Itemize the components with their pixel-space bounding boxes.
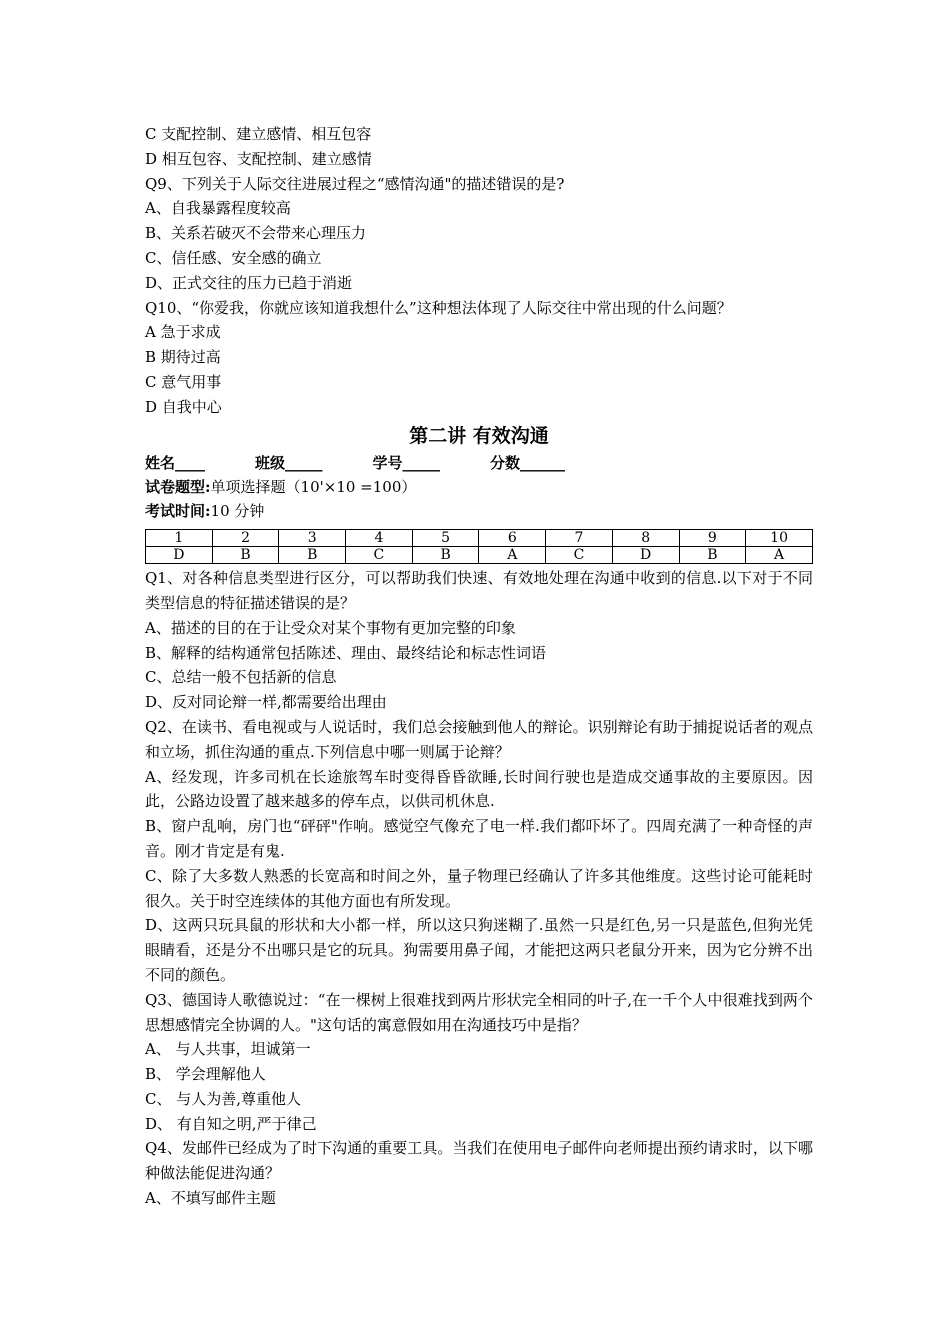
exam-type-line [145, 475, 813, 500]
question-number-cell: 1 [146, 530, 213, 547]
answer-cell: D [146, 547, 213, 564]
exam-time-line [145, 499, 813, 524]
exam-time-value: 10 分钟 [210, 502, 265, 521]
question-number-cell: 6 [479, 530, 546, 547]
answer-table-answer-row [146, 547, 813, 564]
id-field: 学号_____ [372, 453, 441, 472]
answer-cell: A [479, 547, 546, 564]
answer-cell: C [346, 547, 413, 564]
option-line: C、信任感、安全感的确立 [145, 248, 322, 267]
score-field: 分数______ [490, 453, 566, 472]
question-number-cell: 10 [746, 530, 813, 547]
option-line: A、 与人共事，坦诚第一 [145, 1040, 311, 1059]
document-page [145, 122, 813, 1211]
option-line: D 相互包容、支配控制、建立感情 [145, 149, 372, 168]
question-number-cell: 3 [279, 530, 346, 547]
answer-table-number-row [146, 530, 813, 547]
option-paragraph: B、窗户乱响，房门也“砰砰"作响。感觉空气像充了电一样.我们都吓坏了。四周充满了一种奇怪的声音。刚才肯定是有鬼. [145, 817, 813, 860]
name-field: 姓名____ [145, 453, 206, 472]
exam-type-value: 单项选择题（10'×10 =100） [210, 477, 417, 496]
option-line: A、不填写邮件主题 [145, 1189, 276, 1208]
question-number-cell: 9 [679, 530, 746, 547]
option-paragraph: C、除了大多数人熟悉的长宽高和时间之外，量子物理已经确认了许多其他维度。这些讨论可能耗时很久。关于时空连续体的其他方面也有所发现。 [145, 866, 813, 910]
option-line: D、反对同论辩一样,都需要给出理由 [145, 693, 387, 712]
question-number-cell: 5 [412, 530, 479, 547]
question-paragraph: Q4、发邮件已经成为了时下沟通的重要工具。当我们在使用电子邮件向老师提出预约请求时，以下哪种做法能促进沟通？ [145, 1139, 813, 1183]
option-line: A、描述的目的在于让受众对某个事物有更加完整的印象 [145, 618, 516, 637]
answer-cell: B [679, 547, 746, 564]
option-line: C、 与人为善,尊重他人 [145, 1089, 302, 1108]
option-line: C 意气用事 [145, 372, 222, 391]
answer-cell: B [412, 547, 479, 564]
answer-cell: B [212, 547, 279, 564]
answer-cell: A [746, 547, 813, 564]
question-number-cell: 7 [546, 530, 613, 547]
exam-type-label: 试卷题型: [145, 477, 211, 496]
option-paragraph: A、经发现，许多司机在长途旅驾车时变得昏昏欲睡,长时间行驶也是造成交通事故的主要原因。因此，公路边设置了越来越多的停车点，以供司机休息. [145, 767, 813, 811]
option-line: B、关系若破灭不会带来心理压力 [145, 224, 367, 243]
option-line: B、解释的结构通常包括陈述、理由、最终结论和标志性词语 [145, 643, 547, 662]
option-line: C 支配控制、建立感情、相互包容 [145, 125, 372, 143]
student-info-row [145, 451, 813, 475]
option-paragraph: D、这两只玩具鼠的形状和大小都一样，所以这只狗迷糊了.虽然一只是红色,另一只是蓝色,但狗光凭眼睛看，还是分不出哪只是它的玩具。狗需要用鼻子闻，才能把这两只老鼠分开来，因为它分辨不出不同的颜色。 [145, 916, 813, 984]
answer-cell: D [612, 547, 679, 564]
option-line: C、总结一般不包括新的信息 [145, 668, 337, 687]
question-number-cell: 4 [346, 530, 413, 547]
option-line: A 急于求成 [145, 323, 221, 342]
question-paragraph: Q3、德国诗人歌德说过：“在一棵树上很难找到两片形状完全相同的叶子,在一千个人中很难找到两个思想感情完全协调的人。"这句话的寓意假如用在沟通技巧中是指？ [145, 990, 813, 1034]
class-field: 班级_____ [255, 453, 323, 472]
option-line: D、 有自知之明,严于律己 [145, 1114, 317, 1133]
option-line: D、正式交往的压力已趋于消逝 [145, 273, 353, 292]
question-line: Q10、“你爱我，你就应该知道我想什么”这种想法体现了人际交往中常出现的什么问题？ [145, 298, 732, 317]
option-line: B、 学会理解他人 [145, 1065, 266, 1084]
option-line: D 自我中心 [145, 397, 222, 416]
answer-cell: B [279, 547, 346, 564]
option-line: A、自我暴露程度较高 [145, 199, 291, 218]
section-title: 第二讲 有效沟通 [409, 424, 549, 447]
question-paragraph: Q2、在读书、看电视或与人说话时，我们总会接触到他人的辩论。识别辩论有助于捕捉说话者的观点和立场，抓住沟通的重点.下列信息中哪一则属于论辩？ [145, 717, 813, 761]
answer-table [145, 529, 813, 564]
option-line: B 期待过高 [145, 348, 221, 367]
answer-cell: C [546, 547, 613, 564]
question-paragraph: Q1、对各种信息类型进行区分，可以帮助我们快速、有效地处理在沟通中收到的信息.以下对于不同类型信息的特征描述错误的是？ [145, 569, 813, 612]
question-line: Q9、下列关于人际交往进展过程之“感情沟通"的描述错误的是? [145, 174, 565, 193]
exam-time-label: 考试时间: [145, 502, 211, 521]
question-number-cell: 2 [212, 530, 279, 547]
question-number-cell: 8 [612, 530, 679, 547]
